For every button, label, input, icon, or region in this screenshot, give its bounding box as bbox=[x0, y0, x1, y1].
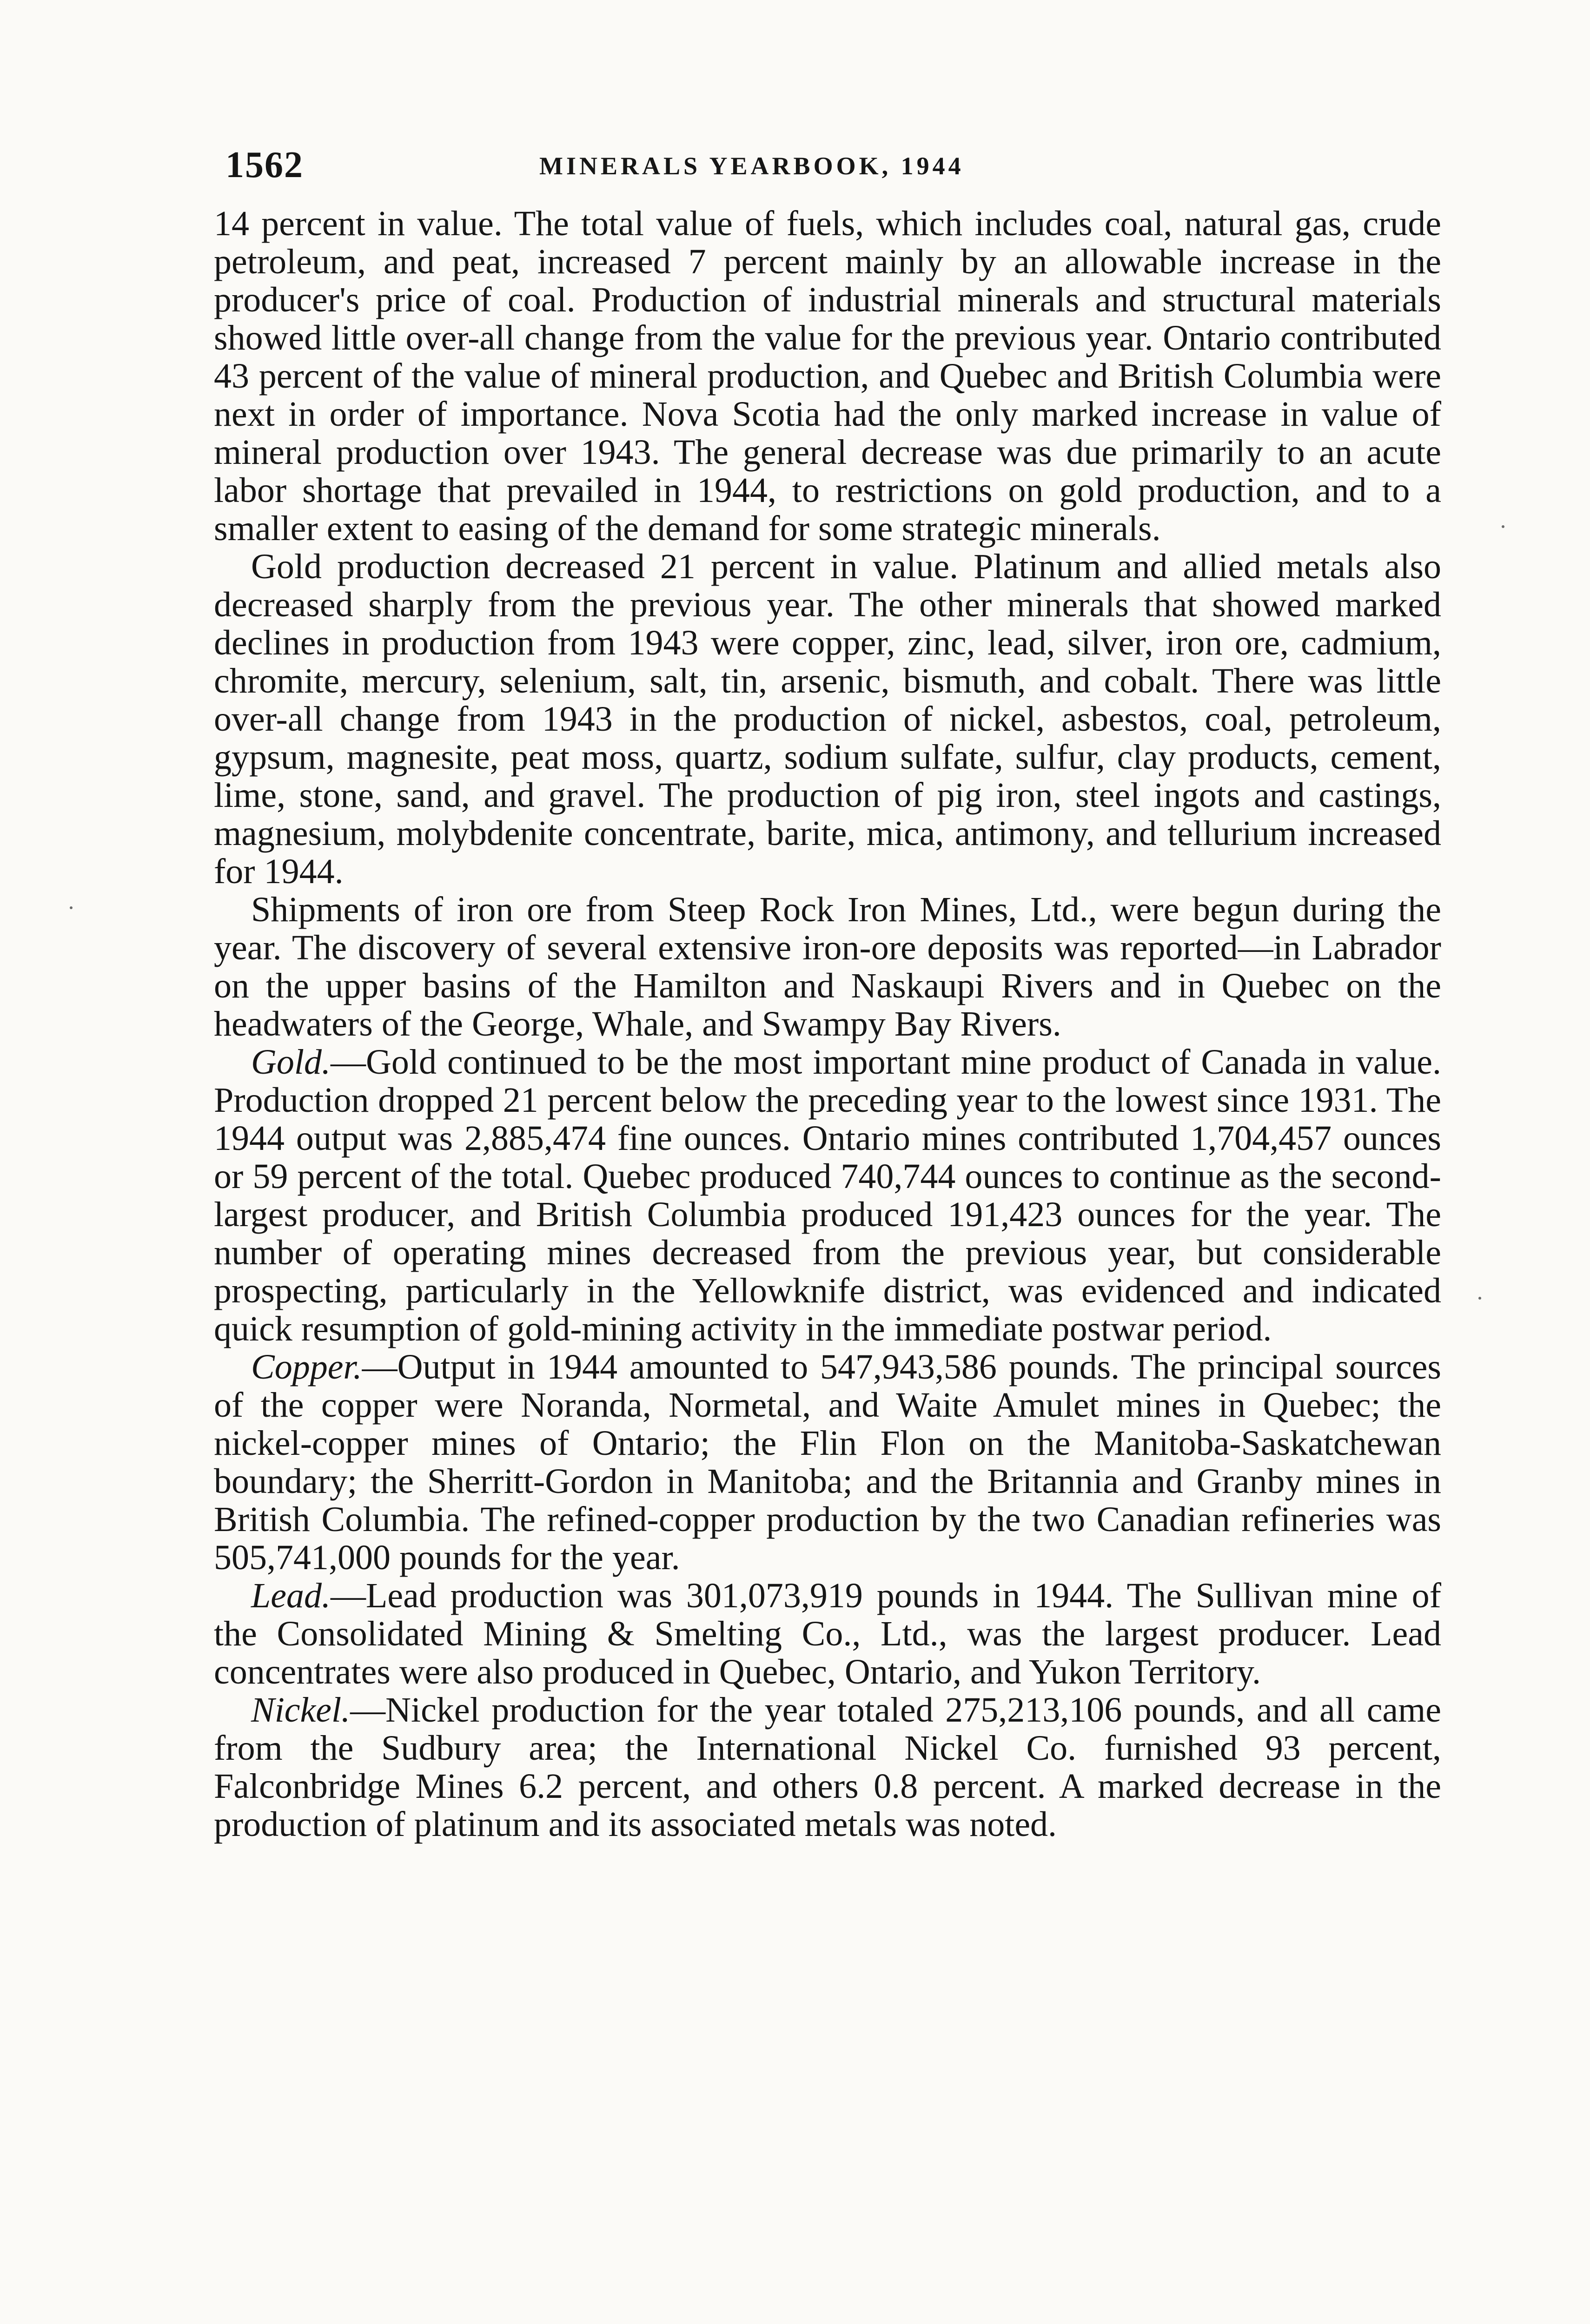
paragraph-lead bbox=[214, 1577, 1441, 1691]
paragraph-text: Gold production decreased 21 percent in value. Platinum and allied metals also decreased sharply from the previous year. The other minerals that showed marked declines in production from 1943 were copper, zinc, lead, silver, iron ore, cadmium, chromite, mercury, selenium, salt, tin, arsenic, bismuth, and cobalt. There was little over-all change from 1943 in the production of nickel, asbestos, coal, petroleum, gypsum, magnesite, peat moss, quartz, sodium sulfate, sulfur, clay products, cement, lime, stone, sand, and gravel. The production of pig iron, steel ingots and castings, magnesium, molybdenite concentrate, barite, mica, antimony, and tellurium increased for 1944. bbox=[214, 547, 1441, 891]
section-lead-gold: Gold. bbox=[251, 1043, 331, 1082]
paragraph bbox=[214, 205, 1441, 548]
paragraph-text: Shipments of iron ore from Steep Rock Iron Mines, Ltd., were begun during the year. The discovery of several extensive iron-ore deposits was reported—in Labrador on the upper basins of the Hamilton and Naskaupi Rivers and in Quebec on the headwaters of the George, Whale, and Swampy Bay Rivers. bbox=[214, 890, 1441, 1043]
page bbox=[214, 139, 1441, 1843]
scan-speck bbox=[1478, 1297, 1481, 1300]
paragraph-text: —Lead production was 301,073,919 pounds in 1944. The Sullivan mine of the Consolidated Mining & Smelting Co., Ltd., was the largest producer. Lead concentrates were also produced in Quebec, Ontario, and Yukon Territory. bbox=[214, 1576, 1441, 1691]
paragraph-text: 14 percent in value. The total value of fuels, which includes coal, natural gas, crude petroleum, and peat, increased 7 percent mainly by an allowable increase in the producer's price of coal. Production of industrial minerals and structural materials showed little over-all change from the value for the previous year. Ontario contributed 43 percent of the value of mineral production, and Quebec and British Columbia were next in order of importance. Nova Scotia had the only marked increase in value of mineral production over 1943. The general decrease was due primarily to an acute labor shortage that prevailed in 1944, to restrictions on gold production, and to a smaller extent to easing of the demand for some strategic minerals. bbox=[214, 204, 1441, 548]
section-lead-lead: Lead. bbox=[251, 1576, 331, 1615]
scan-speck bbox=[70, 906, 73, 909]
paragraph-copper bbox=[214, 1348, 1441, 1577]
section-lead-copper: Copper. bbox=[251, 1347, 362, 1386]
paragraph-gold bbox=[214, 1043, 1441, 1348]
page-number: 1562 bbox=[225, 145, 304, 185]
body-text bbox=[214, 205, 1441, 1843]
running-head bbox=[214, 139, 1441, 191]
scan-speck bbox=[1502, 525, 1504, 528]
paragraph-text: —Output in 1944 amounted to 547,943,586 pounds. The principal sources of the copper were Noranda, Normetal, and Waite Amulet mines in Quebec; the nickel-copper mines of Ontario; the Flin Flon on the Manitoba-Saskatchewan boundary; the Sherritt-Gordon in Manitoba; and the Britannia and Granby mines in British Columbia. The refined-copper production by the two Canadian refineries was 505,741,000 pounds for the year. bbox=[214, 1347, 1441, 1577]
paragraph-text: —Nickel production for the year totaled 275,213,106 pounds, and all came from the Sudbury area; the International Nickel Co. furnished 93 percent, Falconbridge Mines 6.2 percent, and others 0.8 percent. A marked decrease in the production of platinum and its associated metals was noted. bbox=[214, 1690, 1441, 1844]
paragraph-text: —Gold continued to be the most important mine product of Canada in value. Production dropped 21 percent below the preceding year to the lowest since 1931. The 1944 output was 2,885,474 fine ounces. Ontario mines contributed 1,704,457 ounces or 59 percent of the total. Quebec produced 740,744 ounces to continue as the second-largest producer, and British Columbia produced 191,423 ounces for the year. The number of operating mines decreased from the previous year, but considerable prospecting, particularly in the Yellowknife district, was evidenced and indicated quick resumption of gold-mining activity in the immediate postwar period. bbox=[214, 1043, 1441, 1348]
paragraph-nickel bbox=[214, 1691, 1441, 1843]
running-title: MINERALS YEARBOOK, 1944 bbox=[539, 152, 964, 180]
paragraph bbox=[214, 891, 1441, 1043]
section-lead-nickel: Nickel. bbox=[251, 1690, 351, 1730]
paragraph bbox=[214, 548, 1441, 891]
